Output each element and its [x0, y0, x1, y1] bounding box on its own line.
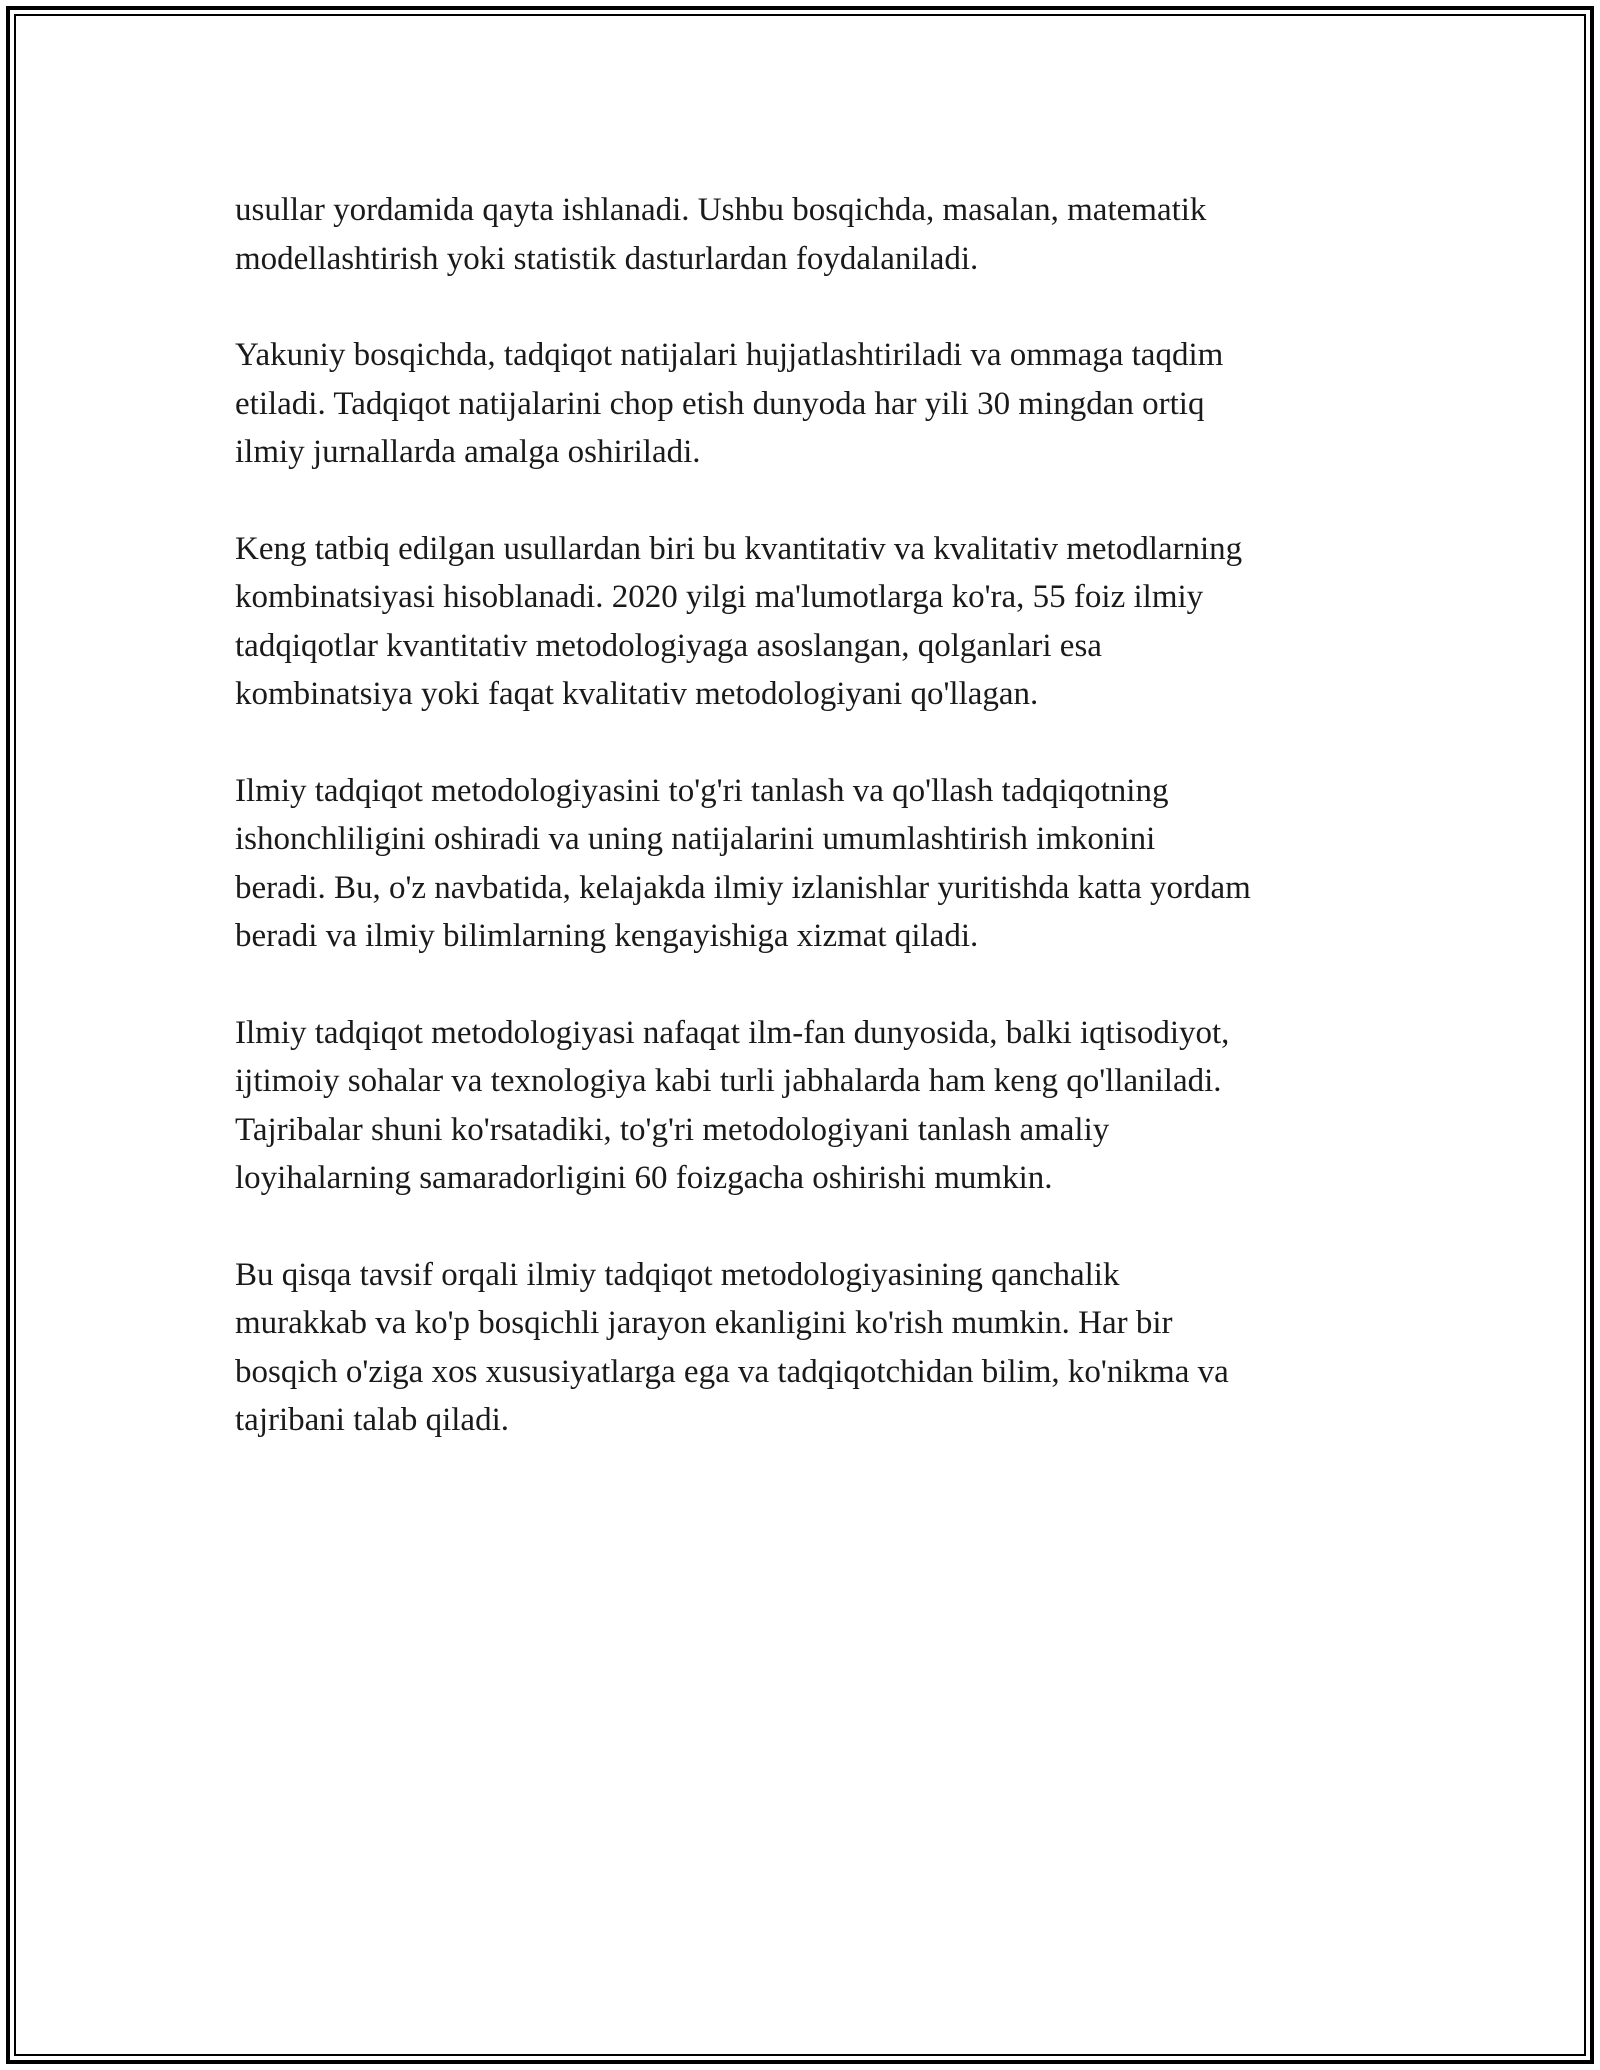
text-line: ijtimoiy sohalar va texnologiya kabi turli jabhalarda ham keng qo'llaniladi.: [235, 1063, 1222, 1099]
text-line: Tajribalar shuni ko'rsatadiki, to'g'ri metodologiyani tanlash amaliy: [235, 1111, 1110, 1148]
paragraph-4: [235, 767, 1385, 961]
text-line: ilmiy jurnallarda amalga oshiriladi.: [235, 434, 701, 470]
text-line: beradi. Bu, o'z navbatida, kelajakda ilmiy izlanishlar yuritishda katta yordam: [235, 869, 1251, 906]
text-line: tadqiqotlar kvantitativ metodologiyaga asoslangan, qolganlari esa: [235, 627, 1102, 664]
text-line: beradi va ilmiy bilimlarning kengayishiga xizmat qiladi.: [235, 918, 979, 954]
text-line: Keng tatbiq edilgan usullardan biri bu kvantitativ va kvalitativ metodlarning: [235, 530, 1243, 567]
paragraph-6: [235, 1251, 1385, 1445]
text-line: bosqich o'ziga xos xususiyatlarga ega va tadqiqotchidan bilim, ko'nikma va: [235, 1353, 1229, 1390]
text-line: etiladi. Tadqiqot natijalarini chop etish dunyoda har yili 30 mingdan ortiq: [235, 385, 1205, 422]
document-body: [235, 186, 1385, 1493]
text-line: Yakuniy bosqichda, tadqiqot natijalari hujjatlashtiriladi va ommaga taqdim: [235, 337, 1224, 373]
text-line: Ilmiy tadqiqot metodologiyasini to'g'ri tanlash va qo'llash tadqiqotning: [235, 772, 1169, 809]
text-line: murakkab va ko'p bosqichli jarayon ekanligini ko'rish mumkin. Har bir: [235, 1305, 1173, 1341]
text-line: ishonchliligini oshiradi va uning natijalarini umumlashtirish imkonini: [235, 821, 1156, 857]
text-line: Ilmiy tadqiqot metodologiyasi nafaqat ilm-fan dunyosida, balki iqtisodiyot,: [235, 1014, 1230, 1051]
paragraph-5: [235, 1009, 1385, 1203]
text-line: kombinatsiyasi hisoblanadi. 2020 yilgi ma'lumotlarga ko'ra, 55 foiz ilmiy: [235, 579, 1204, 615]
text-line: loyihalarning samaradorligini 60 foizgacha oshirishi mumkin.: [235, 1160, 1053, 1196]
paragraph-1: [235, 186, 1385, 283]
text-line: usullar yordamida qayta ishlanadi. Ushbu bosqichda, masalan, matematik: [235, 192, 1207, 228]
text-line: Bu qisqa tavsif orqali ilmiy tadqiqot metodologiyasining qanchalik: [235, 1256, 1120, 1293]
text-line: kombinatsiya yoki faqat kvalitativ metodologiyani qo'llagan.: [235, 676, 1039, 712]
paragraph-2: [235, 331, 1385, 477]
text-line: modellashtirish yoki statistik dasturlardan foydalaniladi.: [235, 240, 979, 277]
text-line: tajribani talab qiladi.: [235, 1402, 509, 1438]
paragraph-3: [235, 525, 1385, 719]
